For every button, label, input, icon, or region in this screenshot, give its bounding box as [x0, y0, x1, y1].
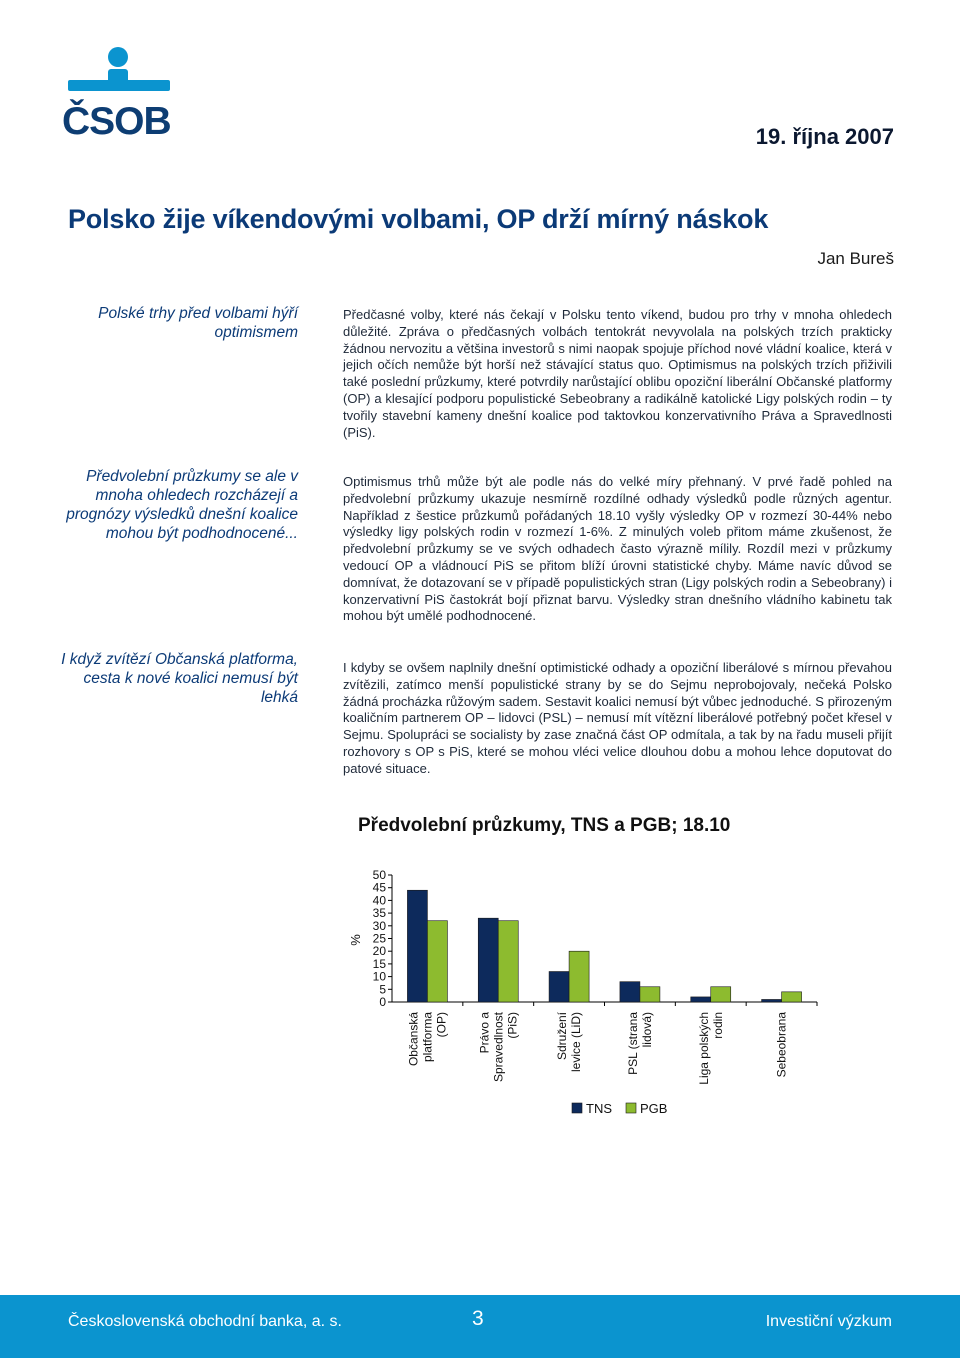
bar-pgb — [569, 951, 589, 1002]
x-category-label: Sebeobrana — [774, 1012, 789, 1078]
x-category-label: Liga polskýchrodin — [696, 1012, 725, 1085]
footer-bar — [0, 1295, 960, 1358]
paragraph-1 — [343, 307, 892, 441]
legend-label-tns: TNS — [586, 1101, 612, 1116]
y-tick-label: 20 — [372, 944, 386, 959]
csob-logo-mark — [62, 46, 174, 106]
chart-title: Předvolební průzkumy, TNS a PGB; 18.10 — [358, 815, 731, 836]
paragraph-text: Předčasné volby, které nás čekají v Polsku tento víkend, budou pro trhy v mnoha ohledech důležité. Zpráva o předčasných volbách tentokrát nevyvolala na polských trzích prakticky žádnou nervozitu a většina investorů s nimi naopak spojuje příchod nové vládní koalice, která v jejich očích nemůže být horší než stávající status quo. Optimismus na polských trzích přiživili také poslední průzkumy, které potvrdily narůstající oblibu opoziční liberální Občanské platformy (OP) a klesající podporu populistické Sebeobrany a radikálně katolické Ligy polských rodin – ty tvořily stavební kameny dnešní koalice pod taktovkou konzervativního Práva a Spravedlnosti (PiS). — [343, 307, 892, 440]
paragraph-3 — [343, 660, 892, 778]
footer-bank-name: Československá obchodní banka, a. s. — [68, 1313, 342, 1330]
bar-tns — [549, 972, 569, 1002]
y-axis-label: % — [348, 934, 363, 946]
poll-bar-chart — [340, 860, 840, 1140]
x-category-label: Občanskáplatforma(OP) — [406, 1012, 449, 1067]
sidebar-note-2: Předvolební průzkumy se ale v mnoha ohledech rozcházejí a prognózy výsledků dnešní koalice mohou být podhodnocené... — [66, 468, 298, 542]
paragraph-text: Optimismus trhů může být ale podle nás do velké míry přehnaný. V prvé řadě pohled na předvolební průzkumy ukazuje nesmírně rozdílné odhady výsledků podle různých agentur. Například z šestice průzkumů pořádaných 18.10 vyšly výsledky OP v rozmezí 30-44% nebo výsledky ligy polských rodin v rozmezí 1-6%. Z minulých voleb přitom máme zkušenost, že předvolební průzkumy se ve svých odhadech často výrazně mílily. Rozdíl mezi v průzkumy vedoucí OP a vládnoucí PiS se přitom blíží úrovni statistické chyby. Máme navíc důvod se domnívat, že dotazovaní se v případě populistických stran (Ligy polských rodin a Sebeobrany) i konzervativní PiS častokrát bojí přiznat barvu. Výsledky stran dnešního vládního kabinetu tak mohou být umělé podhodnocené. — [343, 474, 892, 624]
paragraph-2 — [343, 474, 892, 625]
y-tick-label: 0 — [379, 995, 386, 1009]
bar-tns — [762, 999, 782, 1002]
paragraph-text: I kdyby se ovšem naplnily dnešní optimistické odhady a opoziční liberálové s mírnou převahou zvítězili, zatímco menší populistické strany by se do Sejmu neprobojovaly, nečeká Polsko žádná procházka růžovým sadem. Sestavit koalici nemusí být vůbec jednoduché. S přirozeným koaličním partnerem OP – lidovci (PSL) – nemusí mít vítězní liberálové potřebný počet křesel v Sejmu. Spolupráci se socialisty by zase značná část OP odmítala, a tak by na řadu museli přijít rozhovory s OP s PiS, které se mohou vléci velice dlouhou dobu a mohou lehce doputovat do patové situace. — [343, 660, 892, 776]
logo-wordmark: ČSOB — [62, 100, 171, 143]
footer-department: Investiční výzkum — [765, 1313, 892, 1330]
article-author: Jan Bureš — [817, 249, 894, 268]
x-category-label: PSL (stranalidová) — [625, 1012, 654, 1075]
sidebar-note-1: Polské trhy před volbami hýří optimismem — [98, 305, 298, 341]
legend-label-pgb: PGB — [640, 1101, 668, 1116]
y-tick-label: 50 — [372, 868, 386, 882]
y-tick-label: 40 — [372, 893, 386, 908]
bar-tns — [407, 890, 427, 1002]
y-tick-label: 35 — [372, 906, 386, 921]
y-tick-label: 25 — [372, 931, 386, 946]
bar-pgb — [427, 921, 447, 1002]
x-category-label: Sdruženílevice (LiD) — [555, 1012, 584, 1073]
sidebar-note-3: I když zvítězí Občanská platforma, cesta k nové koalici nemusí být lehká — [61, 651, 298, 706]
y-tick-label: 5 — [379, 982, 386, 997]
bar-tns — [620, 982, 640, 1002]
bar-pgb — [711, 987, 731, 1002]
bar-tns — [691, 997, 711, 1002]
y-tick-label: 10 — [372, 969, 386, 984]
bar-pgb — [640, 987, 660, 1002]
bar-tns — [478, 918, 498, 1002]
x-category-label: Právo aSpravedlnost(PiS) — [477, 1012, 520, 1083]
csob-logo — [62, 46, 174, 143]
legend-swatch-pgb — [626, 1103, 636, 1113]
bar-pgb — [782, 992, 802, 1002]
footer-page-number: 3 — [472, 1307, 484, 1330]
y-tick-label: 45 — [372, 880, 386, 895]
y-tick-label: 15 — [372, 956, 386, 971]
report-date: 19. října 2007 — [755, 124, 894, 149]
legend-swatch-tns — [572, 1103, 582, 1113]
article-title: Polsko žije víkendovými volbami, OP drží mírný náskok — [68, 204, 769, 234]
y-tick-label: 30 — [372, 918, 386, 933]
bar-pgb — [498, 921, 518, 1002]
